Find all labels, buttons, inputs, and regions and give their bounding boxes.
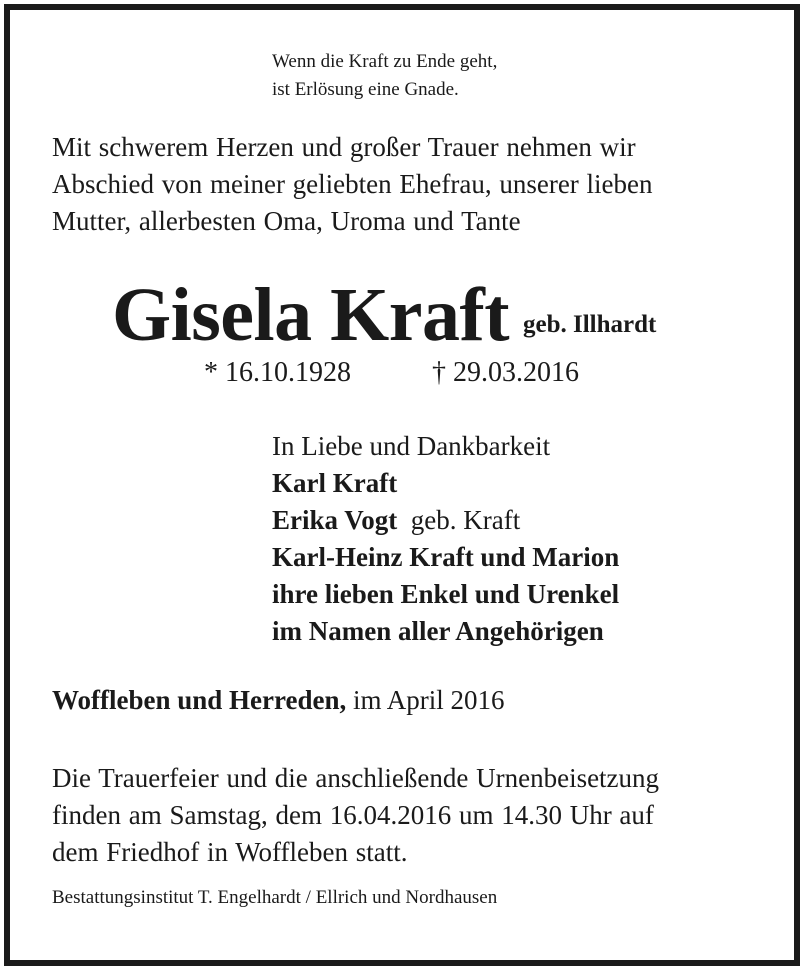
notice-date: im April 2016 bbox=[353, 685, 505, 715]
intro-line-1: Mit schwerem Herzen und großer Trauer nehmen wir bbox=[52, 132, 636, 162]
place-date bbox=[52, 685, 505, 716]
family-member-2-name: Erika Vogt bbox=[272, 505, 398, 535]
family-heading: In Liebe und Dankbarkeit bbox=[272, 431, 551, 461]
motto-line-2: ist Erlösung eine Gnade. bbox=[272, 79, 459, 100]
birth-date: * 16.10.1928 bbox=[204, 357, 351, 388]
ceremony-line-1: Die Trauerfeier und die anschließende Urnenbeisetzung bbox=[52, 763, 660, 793]
ceremony-line-3: dem Friedhof in Woffleben statt. bbox=[52, 837, 408, 867]
motto-line-1: Wenn die Kraft zu Ende geht, bbox=[272, 51, 498, 72]
family-member-4: ihre lieben Enkel und Urenkel bbox=[272, 579, 620, 609]
family-member-2-born-name: geb. Kraft bbox=[410, 505, 521, 535]
death-date: † 29.03.2016 bbox=[432, 357, 579, 388]
undertaker-credit: Bestattungsinstitut T. Engelhardt / Ellrich und Nordhausen bbox=[52, 887, 498, 908]
intro-line-3: Mutter, allerbesten Oma, Uroma und Tante bbox=[52, 206, 521, 236]
deceased-name: Gisela Kraft bbox=[112, 273, 510, 357]
intro-line-2: Abschied von meiner geliebten Ehefrau, unserer lieben bbox=[52, 169, 653, 199]
family-member-3: Karl-Heinz Kraft und Marion bbox=[272, 542, 620, 572]
ceremony-line-2: finden am Samstag, dem 16.04.2016 um 14.30 Uhr auf bbox=[52, 800, 654, 830]
family-member-2 bbox=[272, 502, 520, 539]
deceased-born-name: geb. Illhardt bbox=[523, 311, 657, 338]
family-member-1: Karl Kraft bbox=[272, 468, 398, 498]
place: Woffleben und Herreden, bbox=[52, 685, 347, 715]
family-member-5: im Namen aller Angehörigen bbox=[272, 616, 604, 646]
